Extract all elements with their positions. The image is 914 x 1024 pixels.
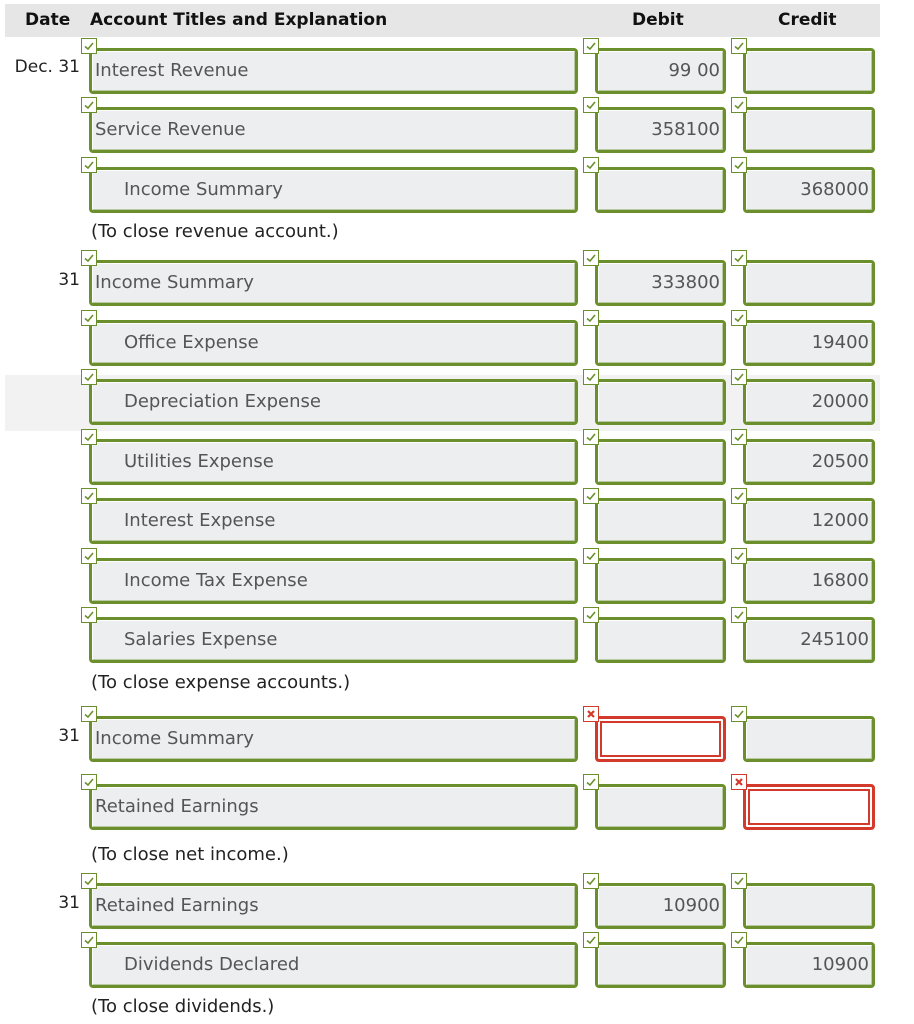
credit-field[interactable] [743, 784, 875, 830]
checkmark-icon [731, 310, 747, 326]
account-title-field[interactable]: Retained Earnings [89, 784, 578, 830]
account-title-field[interactable]: Income Summary [89, 260, 578, 306]
debit-field[interactable]: 358100 [595, 107, 726, 153]
checkmark-icon [731, 548, 747, 564]
debit-field[interactable] [595, 439, 726, 485]
checkmark-icon [81, 38, 97, 54]
entry-date: 31 [58, 270, 80, 290]
credit-field[interactable]: 10900 [743, 942, 875, 988]
header-account-titles: Account Titles and Explanation [90, 10, 388, 30]
checkmark-icon [583, 488, 599, 504]
entry-explanation: (To close revenue account.) [91, 221, 339, 242]
checkmark-icon [731, 369, 747, 385]
account-title-field[interactable]: Salaries Expense [89, 617, 578, 663]
credit-field[interactable]: 20500 [743, 439, 875, 485]
account-title-field[interactable]: Office Expense [89, 320, 578, 366]
credit-field[interactable] [743, 48, 875, 94]
account-title-field[interactable]: Depreciation Expense [89, 379, 578, 425]
checkmark-icon [583, 250, 599, 266]
checkmark-icon [731, 488, 747, 504]
header-credit: Credit [778, 10, 837, 30]
checkmark-icon [731, 250, 747, 266]
entry-date: 31 [58, 726, 80, 746]
header-debit: Debit [632, 10, 684, 30]
checkmark-icon [583, 774, 599, 790]
debit-field[interactable] [595, 558, 726, 604]
checkmark-icon [81, 548, 97, 564]
checkmark-icon [731, 97, 747, 113]
entry-date: 31 [58, 893, 80, 913]
account-title-field[interactable]: Income Summary [89, 167, 578, 213]
credit-field[interactable]: 368000 [743, 167, 875, 213]
account-title-field[interactable]: Dividends Declared [89, 942, 578, 988]
checkmark-icon [583, 607, 599, 623]
checkmark-icon [81, 706, 97, 722]
checkmark-icon [731, 38, 747, 54]
checkmark-icon [81, 157, 97, 173]
debit-field[interactable] [595, 617, 726, 663]
entry-explanation: (To close expense accounts.) [91, 672, 351, 693]
credit-field[interactable] [743, 260, 875, 306]
checkmark-icon [81, 250, 97, 266]
checkmark-icon [81, 429, 97, 445]
checkmark-icon [583, 548, 599, 564]
debit-field[interactable] [595, 498, 726, 544]
account-title-field[interactable]: Interest Expense [89, 498, 578, 544]
checkmark-icon [81, 607, 97, 623]
checkmark-icon [583, 97, 599, 113]
checkmark-icon [583, 429, 599, 445]
checkmark-icon [731, 706, 747, 722]
credit-field[interactable]: 245100 [743, 617, 875, 663]
debit-field[interactable] [595, 716, 726, 762]
checkmark-icon [583, 310, 599, 326]
checkmark-icon [731, 157, 747, 173]
debit-field[interactable] [595, 379, 726, 425]
checkmark-icon [583, 369, 599, 385]
x-mark-icon [731, 774, 747, 790]
checkmark-icon [81, 774, 97, 790]
credit-field[interactable] [743, 716, 875, 762]
account-title-field[interactable]: Income Tax Expense [89, 558, 578, 604]
checkmark-icon [81, 369, 97, 385]
checkmark-icon [81, 97, 97, 113]
entry-explanation: (To close dividends.) [91, 996, 275, 1017]
debit-field[interactable] [595, 320, 726, 366]
checkmark-icon [81, 932, 97, 948]
debit-field[interactable] [595, 942, 726, 988]
entry-explanation: (To close net income.) [91, 844, 289, 865]
debit-field[interactable]: 333800 [595, 260, 726, 306]
account-title-field[interactable]: Service Revenue [89, 107, 578, 153]
account-title-field[interactable]: Income Summary [89, 716, 578, 762]
debit-field[interactable]: 10900 [595, 883, 726, 929]
checkmark-icon [731, 429, 747, 445]
checkmark-icon [583, 932, 599, 948]
checkmark-icon [81, 310, 97, 326]
checkmark-icon [731, 607, 747, 623]
checkmark-icon [583, 873, 599, 889]
credit-field[interactable]: 20000 [743, 379, 875, 425]
checkmark-icon [583, 38, 599, 54]
header-date: Date [25, 10, 71, 30]
credit-field[interactable] [743, 883, 875, 929]
account-title-field[interactable]: Interest Revenue [89, 48, 578, 94]
checkmark-icon [583, 157, 599, 173]
checkmark-icon [731, 932, 747, 948]
credit-field[interactable] [743, 107, 875, 153]
x-mark-icon [583, 706, 599, 722]
credit-field[interactable]: 16800 [743, 558, 875, 604]
account-title-field[interactable]: Retained Earnings [89, 883, 578, 929]
checkmark-icon [81, 488, 97, 504]
credit-field[interactable]: 12000 [743, 498, 875, 544]
account-title-field[interactable]: Utilities Expense [89, 439, 578, 485]
debit-field[interactable] [595, 784, 726, 830]
debit-field[interactable]: 99 00 [595, 48, 726, 94]
credit-field[interactable]: 19400 [743, 320, 875, 366]
checkmark-icon [731, 873, 747, 889]
checkmark-icon [81, 873, 97, 889]
debit-field[interactable] [595, 167, 726, 213]
entry-date: Dec. 31 [14, 57, 80, 77]
